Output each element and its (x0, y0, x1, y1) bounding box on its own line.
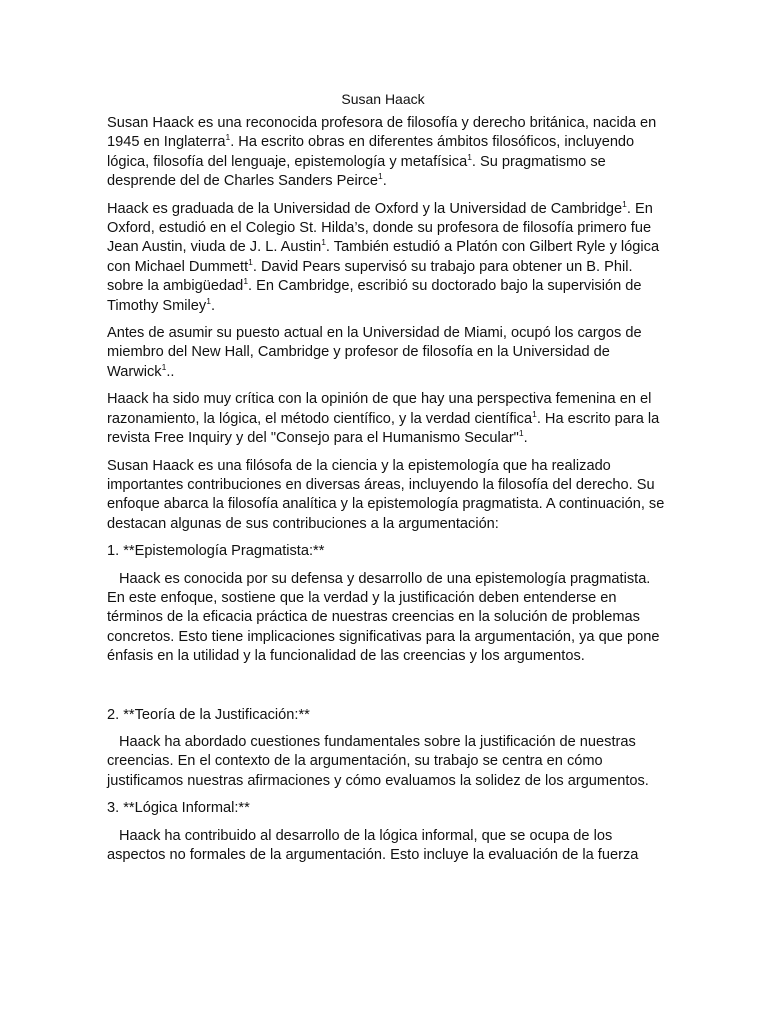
footnote-marker: 1 (225, 132, 231, 143)
footnote-marker: 1 (161, 362, 167, 373)
footnote-marker: 1 (206, 295, 211, 306)
text-run: . (382, 173, 387, 190)
footnote-marker: 1 (248, 256, 253, 267)
text-run: . David Pears supervisó su trabajo para obtener un B. Phil. sobre la ambigüedad (107, 258, 633, 295)
footnote-marker: 1 (377, 171, 383, 182)
footnote-marker: 1 (467, 151, 472, 162)
text-run: . Ha escrito para la revista Free Inquiry y del "Consejo para el Humanismo Secular" (107, 410, 660, 447)
footnote-marker: 1 (321, 237, 326, 248)
blank-space (107, 675, 667, 706)
text-run: . (210, 297, 215, 314)
text-run: . En Cambridge, escribió su doctorado bajo la supervisión de Timothy Smiley (107, 278, 642, 314)
section-body-3: Haack ha contribuido al desarrollo de la lógica informal, que se ocupa de los aspectos no formales de la argumentación. Esto incluye la evaluación de la fuerza (107, 827, 639, 863)
text-run: . También estudió a Platón con Gilbert Ryle y lógica con Michael Dummett (107, 239, 660, 275)
paragraph-views (107, 390, 667, 448)
text-run: . (523, 430, 528, 447)
text-run: Haack ha sido muy crítica con la opinión de que hay una perspectiva femenina en el razonamiento, la lógica, el método científico, y la verdad científica (107, 391, 652, 427)
text-run: . Ha escrito obras en diferentes ámbitos filosóficos, incluyendo lógica, filosofía del lenguaje, epistemología y metafísica (107, 134, 635, 170)
section-body-1: Haack es conocida por su defensa y desarrollo de una epistemología pragmatista. En este enfoque, sostiene que la verdad y la justificación deben entenderse en términos de la eficacia práctica de nuestras creencias en la solución de problemas concretos. Esto tiene implicaciones significativas para la argumentación, ya que pone énfasis en la utilidad y la funcionalidad de las creencias y los argumentos. (107, 570, 660, 665)
footnote-marker: 1 (622, 198, 627, 209)
paragraph-intro (107, 114, 667, 192)
footnote-marker: 1 (243, 276, 249, 287)
text-run: Haack es graduada de la Universidad de Oxford y la Universidad de Cambridge (107, 200, 623, 217)
paragraph-contributions: Susan Haack es una filósofa de la ciencia y la epistemología que ha realizado importantes contribuciones en diversas áreas, incluyendo la filosofía del derecho. Su enfoque abarca la filosofía analítica y la epistemología pragmatista. A continuación, se destacan algunas de sus contribuciones a la argumentación: (107, 457, 665, 532)
section-heading-1: 1. **Epistemología Pragmatista:** (107, 543, 325, 560)
paragraph-education (107, 200, 667, 316)
text-run: . Su pragmatismo se desprende del de Charles Sanders Peirce (107, 153, 606, 190)
footnote-marker: 1 (532, 408, 537, 419)
document-page (107, 90, 667, 873)
section-heading-2: 2. **Teoría de la Justificación:** (107, 706, 310, 723)
text-run: Susan Haack es una reconocida profesora de filosofía y derecho británica, nacida en 1945 en Inglaterra (107, 115, 657, 151)
paragraph-career (107, 324, 667, 382)
text-run: .. (166, 363, 175, 380)
section-heading-3: 3. **Lógica Informal:** (107, 800, 250, 817)
section-body-2: Haack ha abordado cuestiones fundamentales sobre la justificación de nuestras creencias. En el contexto de la argumentación, su trabajo se centra en cómo justificamos nuestras afirmaciones y cómo evaluamos la solidez de los argumentos. (107, 733, 649, 789)
text-run: Antes de asumir su puesto actual en la Universidad de Miami, ocupó los cargos de miembro del New Hall, Cambridge y profesor de filosofía en la Universidad de Warwick (107, 325, 642, 380)
footnote-marker: 1 (518, 428, 524, 439)
document-title: Susan Haack (341, 91, 425, 107)
text-run: . En Oxford, estudió en el Colegio St. Hilda’s, donde su profesora de filosofía primero fue Jean Austin, viuda de J. L. Austin (107, 200, 653, 256)
